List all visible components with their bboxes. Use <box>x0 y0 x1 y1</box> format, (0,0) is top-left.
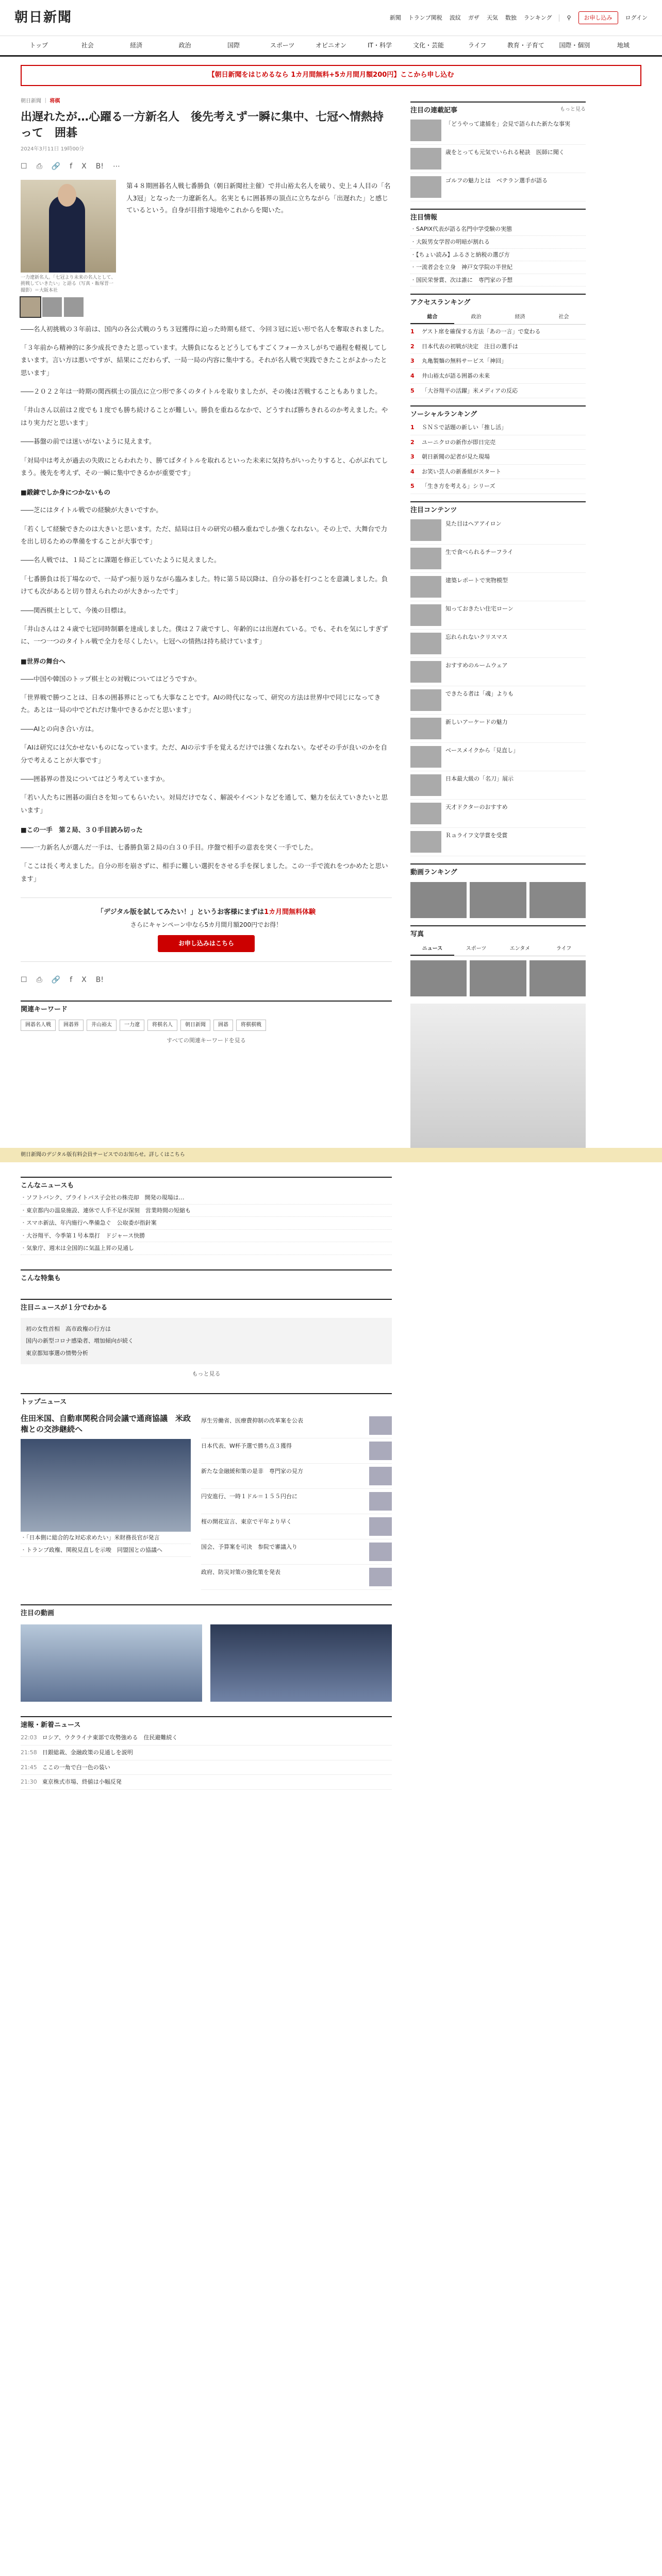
ranking-item[interactable]: 2 ユーニクロの新作が即日完売 <box>410 435 586 450</box>
sidebar-section-title <box>410 405 586 420</box>
article-paragraph: 「井山さん以前は２度でも１度でも勝ち続けることが難しい。勝負を重ねるなかで、どうすれば勝ちきれるのか考えました。やはり実力だと思います」 <box>21 406 388 427</box>
nav-item[interactable]: 社会 <box>81 41 94 49</box>
video-thumbnails <box>410 882 586 918</box>
social-ranking-title: ソーシャルランキング <box>410 411 477 419</box>
notice-bar[interactable]: 朝日新聞のデジタル版有料会員サービスでのお知らせ。詳しくはこちら <box>0 1148 662 1162</box>
sidebar-section-title <box>410 925 586 940</box>
content-item[interactable]: 新しいアーケードの魅力 <box>410 715 586 743</box>
breadcrumb: 朝日新聞 ｜ 将棋 <box>21 98 60 104</box>
video-row <box>21 1624 392 1702</box>
thumbnail <box>410 176 441 198</box>
ad-info-title: 注目情報 <box>410 213 438 222</box>
hatena-icon[interactable]: B! <box>95 162 104 171</box>
article-paragraph: 「若くして経験できたのは大きいと思います。ただ、結局は日々の研究の積み重ねでしか強くなれない。その上で、大舞台で力を出し切るための準備をすることが大事です」 <box>21 524 387 546</box>
article-lead: 第４８期囲碁名人戦七番勝負（朝日新聞社主催）で井山裕太名人を破り、史上４人目の「名人3冠」となった一力遼新名人。名実ともに囲碁界の頂点に立ちながら「出遅れた」と感じているという。自身が目指す境地やこれからを聞いた。 <box>126 181 391 214</box>
sidebar-item[interactable] <box>410 116 586 145</box>
article-body <box>21 323 392 886</box>
article-column <box>21 94 392 1148</box>
nav-item[interactable]: 国際・個別 <box>559 41 590 49</box>
print-icon[interactable]: ⎙ <box>36 976 42 985</box>
photo-tab[interactable]: ニュース <box>410 943 454 956</box>
picks-title: 注目の連載記事 <box>410 106 458 114</box>
photo-title: 写真 <box>410 930 424 939</box>
util-link[interactable]: 数独 <box>505 14 517 21</box>
content-item[interactable]: できたる者は「魂」よりも <box>410 686 586 715</box>
content-item[interactable]: 日本最大級の「名刀」展示 <box>410 771 586 800</box>
photo-tab[interactable]: ライフ <box>556 946 572 952</box>
keywords-more-link[interactable]: すべての関連キーワードを見る <box>167 1037 246 1044</box>
nav-item[interactable]: IT・科学 <box>368 41 392 49</box>
article-paragraph: ――２０２２年は一時期の関西棋士の頂点に立つ形で多くのタイトルを取りましたが、その後は苦戦することもありました。 <box>21 387 382 396</box>
site-logo[interactable]: 朝日新聞 <box>14 9 73 25</box>
nav-item[interactable]: 文化・芸能 <box>412 41 444 49</box>
subscription-promo <box>21 897 392 962</box>
thumbnail <box>410 604 441 626</box>
trend-item[interactable]: ・ スマホ新法、年内施行へ準備急ぐ 公取委が指針案 <box>21 1217 392 1230</box>
sidebar-item-label: 「どうやって逮捕を」会見で語られた新たな事実 <box>445 120 570 127</box>
article-paragraph: ――関西棋士として、今後の目標は。 <box>21 606 130 614</box>
nav-item[interactable]: 経済 <box>130 41 143 49</box>
promo-highlight: 1カ月間無料体験 <box>264 908 316 917</box>
content-item[interactable]: 生で食べられるチーフライ <box>410 545 586 573</box>
photo-thumbnail[interactable] <box>529 960 586 996</box>
article-paragraph: 「若い人たちに囲碁の面白さを知ってもらいたい。対局だけでなく、解説やイベントなどを通して、魅力を伝えていきたいと思います」 <box>21 793 388 814</box>
video-title: 注目の動画 <box>21 1604 392 1619</box>
ranking-tab[interactable]: 総合 <box>410 312 454 324</box>
util-link[interactable]: 天気 <box>486 14 498 21</box>
flash-item[interactable]: 22:03 ロシア、ウクライナ東部で攻勢強める 住民避難続く <box>21 1731 392 1745</box>
special-title: こんな特集も <box>21 1269 392 1284</box>
ranking-item[interactable]: 1 ＳＮＳで話題の新しい「推し活」 <box>410 420 586 435</box>
topnews-item[interactable]: 国会、予算案を可決 参院で審議入り <box>201 1539 392 1565</box>
photo-gallery <box>410 960 586 996</box>
subscribe-button[interactable]: お申し込み <box>578 11 618 25</box>
sidebar-item-label: ゴルフの魅力とは ベテラン選手が語る <box>445 177 548 184</box>
keyword-tag[interactable]: 一力遼 <box>120 1020 144 1031</box>
article-paragraph: ――囲碁界の普及についてはどう考えていますか。 <box>21 774 169 783</box>
keyword-tag[interactable]: 将棋棋戦 <box>236 1020 266 1031</box>
ad-link[interactable]: ・ 【ちょい読み】ふるさと納税の選び方 <box>410 249 586 262</box>
content-item[interactable]: 知っておきたい住宅ローン <box>410 601 586 630</box>
ranking-item[interactable]: 1 ゲスト席を確保する方法「あの一言」で変わる <box>410 325 586 340</box>
topnews-item[interactable]: 円安進行、一時１ドル＝１５５円台に <box>201 1489 392 1514</box>
ranking-tab[interactable]: 社会 <box>558 314 569 320</box>
flash-item[interactable]: 21:30 東京株式市場、終値は小幅反発 <box>21 1775 392 1790</box>
video-card[interactable] <box>21 1624 202 1702</box>
content-item[interactable]: 見た目はヘアアイロン <box>410 516 586 545</box>
summary-item[interactable]: 東京都知事選の情勢分析 <box>26 1349 88 1357</box>
article-paragraph: ――一力新名人が選んだ一手は、七番勝負第２局の白３０手目。序盤で相手の意表を突く一手でした。 <box>21 843 318 852</box>
article-paragraph: 「七番勝負は長丁場なので、一局ずつ振り返りながら臨みました。特に第５局以降は、自分の碁を打つことを意識しました。負けても次があると切り替えられたのが大きかったです」 <box>21 574 388 596</box>
article-paragraph: 「ここは長く考えました。自分の形を崩さずに、相手に難しい選択をさせる手を探しました。この一手で流れをつかめたと思います」 <box>21 862 388 883</box>
article-paragraph: 「世界戦で勝つことは、日本の囲碁界にとっても大事なことです。AIの時代になって、研究の方法は世界中で同じになってきた。あとは一局の中でどれだけ集中できるかだと思います」 <box>21 693 381 714</box>
print-icon[interactable]: ⎙ <box>36 162 42 171</box>
keyword-tag[interactable]: 朝日新聞 <box>180 1020 210 1031</box>
keyword-tag[interactable]: 囲碁名人戦 <box>21 1020 56 1031</box>
thumbnail <box>410 746 441 768</box>
util-link[interactable]: 新聞 <box>389 14 401 21</box>
topnews-item[interactable]: 新たな金融緩和策の是非 専門家の見方 <box>201 1464 392 1489</box>
summary-title: 注目ニュースが１分でわかる <box>21 1299 392 1314</box>
thumbnail <box>410 576 441 598</box>
article-paragraph: ――中国や韓国のトップ棋士との対戦についてはどうですか。 <box>21 674 201 683</box>
x-icon[interactable]: X <box>81 162 87 171</box>
summary-box <box>21 1318 392 1365</box>
access-ranking-title: アクセスランキング <box>410 299 471 307</box>
article-paragraph: ――芝にはタイトル戦での経験が大きいですか。 <box>21 506 162 514</box>
ranking-item[interactable]: 4 お笑い芸人の新番組がスタート <box>410 465 586 480</box>
nav-item[interactable]: 国際 <box>227 41 240 49</box>
keywords-title: 関連キーワード <box>21 1001 392 1015</box>
article-paragraph: 「３年前から精神的に多少成長できたと思っています。大勝負になるとどうしてもすごくフォーカスしがちで過程を軽視してしまいます。言い方は悪いですが、結果にこだわらず、一局一局の内容に集中する。それが名人戦で実践できたことがよかったと思います」 <box>21 343 387 377</box>
thumbnail <box>410 633 441 654</box>
flash-item[interactable]: 21:45 ここの一角で白一色の装い <box>21 1760 392 1775</box>
trend-title: こんなニュースも <box>21 1177 392 1192</box>
util-link[interactable]: トランプ関税 <box>408 14 442 21</box>
trend-item[interactable]: ・ 大谷翔平、今季第１号本塁打 ドジャース快勝 <box>21 1230 392 1243</box>
content-item[interactable]: 天才ドクターのおすすめ <box>410 800 586 828</box>
util-link[interactable]: ガザ <box>468 14 479 21</box>
ranking-item[interactable]: 3 丸亀製麺の無料サービス「神回」 <box>410 354 586 369</box>
thumbnail <box>410 831 441 853</box>
article-paragraph: ――碁盤の前では迷いがないように見えます。 <box>21 437 156 446</box>
keyword-tag[interactable]: 囲碁界 <box>59 1020 84 1031</box>
breadcrumb-section[interactable]: 朝日新聞 <box>21 98 41 104</box>
search-icon[interactable]: ⚲ <box>567 14 571 21</box>
photo-tab[interactable]: スポーツ <box>466 946 487 952</box>
thumbnail <box>410 661 441 683</box>
ranking-item[interactable]: 5 「生き方を考える」シリーズ <box>410 479 586 494</box>
ranking-tabs <box>410 312 586 325</box>
share-bar-bottom <box>21 974 392 986</box>
keyword-tag[interactable]: 井山裕太 <box>87 1020 117 1031</box>
ranking-item[interactable]: 3 朝日新聞の記者が見た現場 <box>410 450 586 465</box>
photo-thumbnail[interactable] <box>64 297 84 317</box>
utility-nav <box>390 11 648 25</box>
ad-link[interactable]: ・ 一流者会を立身 神戸女学院の半世紀 <box>410 261 586 274</box>
summary-item[interactable]: 初の女性首相 高市政権の行方は <box>26 1325 111 1332</box>
topnews-sub[interactable]: ・ トランプ政権、関税見直しを示唆 同盟国との協議へ <box>21 1544 191 1557</box>
campaign-banner[interactable]: 【朝日新聞をはじめるなら 1カ月間無料+5カ月間月額200円】ここから申し込む <box>21 65 641 86</box>
trend-item[interactable]: ・ 東京都内の温泉施設、連休で人手不足が深刻 営業時間の短縮も <box>21 1205 392 1217</box>
article-subhead: ■この一手 第２局、３０手目読み切った <box>21 826 143 834</box>
copy-link-icon[interactable]: 🔗 <box>51 976 61 985</box>
promo-text: 「デジタル版を試してみたい！」というお客様にまずは <box>96 908 264 917</box>
flash-title: 速報・新着ニュース <box>21 1716 392 1731</box>
photo-thumbnail[interactable] <box>410 960 467 996</box>
nav-item[interactable]: 教育・子育て <box>507 41 544 49</box>
article-paragraph: 「AIは研究には欠かせないものになっています。ただ、AIの示す手を覚えるだけでは強くなれない。なぜその手が良いのかを自分で考えることが大事です」 <box>21 743 387 764</box>
thumbnail <box>410 148 441 170</box>
ranking-item[interactable]: 2 日本代表の初戦が決定 注目の選手は <box>410 340 586 354</box>
nav-item[interactable]: 政治 <box>178 41 191 49</box>
keyword-list <box>21 1020 392 1031</box>
ranking-tab[interactable]: 経済 <box>515 314 525 320</box>
ranking-item[interactable]: 5 「大谷翔平の活躍」米メディアの反応 <box>410 384 586 399</box>
content-item[interactable]: 忘れられないクリスマス <box>410 630 586 658</box>
photo-thumbnails <box>21 297 116 317</box>
facebook-icon[interactable]: f <box>70 976 73 985</box>
article-paragraph: ――名人戦では、１局ごとに課題を修正していたように見えました。 <box>21 556 221 564</box>
thumbnail <box>410 548 441 569</box>
article-date: 2024年3月11日 19時00分 <box>21 146 85 152</box>
sidebar-item[interactable] <box>410 173 586 201</box>
nav-item[interactable]: オピニオン <box>316 41 347 49</box>
article-paragraph: ――名人初挑戦の３年前は、国内の各公式戦のうち３冠獲得に迫った時期も経て、今回３冠に近い形で名人を奪取されました。 <box>21 325 388 333</box>
main-nav <box>0 36 662 57</box>
ranking-tab[interactable]: 政治 <box>471 314 482 320</box>
topnews-item[interactable]: 厚生労働省、医療費抑制の改革案を公表 <box>201 1413 392 1438</box>
video-thumbnail[interactable] <box>470 882 526 918</box>
photo-tabs <box>410 943 586 956</box>
site-header <box>0 0 662 36</box>
sidebar-section-title <box>410 863 586 878</box>
article-title: 出遅れたが…心躍る一方新名人 後先考えず一瞬に集中、七冠へ情熱持って 囲碁 <box>21 110 384 140</box>
breadcrumb-tag[interactable]: 将棋 <box>49 98 60 104</box>
sidebar-section-title <box>410 209 586 224</box>
photo-tab[interactable]: エンタメ <box>509 946 531 952</box>
util-link[interactable]: ランキング <box>523 14 552 21</box>
util-link[interactable]: 波紋 <box>449 14 461 21</box>
promo-subtext: さらにキャンペーン中なら5カ月間月額200円でお得！ <box>130 921 283 928</box>
content-item[interactable]: Ｒａライフ文学賞を受賞 <box>410 828 586 856</box>
sidebar-section-title <box>410 294 586 309</box>
article-subhead: ■鍛錬でしか身につかないもの <box>21 488 111 497</box>
x-icon[interactable]: X <box>81 976 87 985</box>
thumbnail <box>410 718 441 739</box>
topnews-image[interactable] <box>21 1439 191 1532</box>
topnews-sub[interactable]: ・ 「日本側に総合的な対応求めたい」米財務長官が発言 <box>21 1532 191 1545</box>
content-item[interactable]: おすすめのルームウェア <box>410 658 586 686</box>
keyword-tag[interactable]: 囲碁 <box>213 1020 233 1031</box>
content-item[interactable]: ベースメイクから「見直し」 <box>410 743 586 771</box>
photo-thumbnail[interactable] <box>470 960 526 996</box>
thumbnail <box>410 803 441 824</box>
video-thumbnail[interactable] <box>529 882 586 918</box>
topnews-item[interactable]: 政府、防災対策の強化策を発表 <box>201 1565 392 1590</box>
sidebar-item[interactable] <box>410 145 586 173</box>
bookmark-icon[interactable]: ☐ <box>21 976 27 985</box>
trend-item[interactable]: ・ ソフトバンク、ブライトパス子会社の株売却 開発の現場は… <box>21 1192 392 1205</box>
article-paragraph: 「井山さんは２４歳で七冠同時制覇を達成しました。僕は２７歳ですし、年齢的には出遅れている。でも、それを気にしすぎずに、一つ一つのタイトル戦で全力を尽くしたい。七冠への情熱は持ち続けています」 <box>21 624 388 646</box>
facebook-icon[interactable]: f <box>70 162 73 171</box>
thumbnail <box>410 689 441 711</box>
sidebar <box>410 94 586 1148</box>
picks-more-link[interactable]: もっと見る <box>560 106 586 112</box>
photo-thumbnail[interactable] <box>42 297 62 317</box>
hatena-icon[interactable]: B! <box>95 976 104 985</box>
flash-item[interactable]: 21:58 日銀総裁、金融政策の見通しを説明 <box>21 1745 392 1760</box>
photo-thumbnail[interactable] <box>21 297 40 317</box>
video-thumbnail[interactable] <box>410 882 467 918</box>
thumbnail <box>410 120 441 141</box>
photo-caption: 一力遼新名人。「七冠より未来の名人として、挑戦していきたい」と語る（写真・飯塚晋一撮影）＝大阪本社 <box>21 275 116 293</box>
trend-item[interactable]: ・ 気象庁、週末は全国的に気温上昇の見通し <box>21 1242 392 1255</box>
nav-item[interactable]: トップ <box>29 41 48 49</box>
topnews-item[interactable]: 桜の開花宣言、東京で平年より早く <box>201 1514 392 1539</box>
topnews-title: トップニュース <box>21 1393 392 1408</box>
topnews-item[interactable]: 日本代表、W杯予選で勝ち点３獲得 <box>201 1438 392 1464</box>
ad-link[interactable]: ・ 大阪男女学習の明暗が割れる <box>410 236 586 249</box>
sidebar-section-title <box>410 101 586 116</box>
promo-cta-button[interactable]: お申し込みはこちら <box>158 935 255 952</box>
ad-slot[interactable] <box>410 1004 586 1148</box>
video-card[interactable] <box>210 1624 392 1702</box>
share-bar <box>21 161 392 172</box>
sidebar-item-label: 歳をとっても元気でいられる秘訣 医師に聞く <box>445 148 565 156</box>
ad-link[interactable]: ・ 国民栄誉賞、次は誰に 専門家の予想 <box>410 274 586 287</box>
topnews-lead[interactable]: 住田米国、自動車関税合同会議で通商協議 米政権との交渉継続へ <box>21 1413 191 1434</box>
ad-link[interactable]: ・ SAPIX代表が語る名門中学受験の実態 <box>410 223 586 236</box>
sidebar-section-title <box>410 501 586 516</box>
more-icon[interactable]: ⋯ <box>112 162 120 171</box>
bookmark-icon[interactable]: ☐ <box>21 162 27 171</box>
copy-link-icon[interactable]: 🔗 <box>51 162 61 171</box>
keyword-tag[interactable]: 将棋名人 <box>147 1020 177 1031</box>
nav-item[interactable]: ライフ <box>468 41 487 49</box>
summary-more-link[interactable]: もっと見る <box>192 1370 221 1378</box>
contents-title: 注目コンテンツ <box>410 506 457 514</box>
nav-item[interactable]: スポーツ <box>270 41 295 49</box>
nav-item[interactable]: 地域 <box>617 41 630 49</box>
summary-item[interactable]: 国内の新型コロナ感染者、増加傾向が続く <box>26 1337 134 1345</box>
ranking-item[interactable]: 4 井山裕太が語る囲碁の未来 <box>410 369 586 384</box>
thumbnail <box>410 774 441 796</box>
video-ranking-title: 動画ランキング <box>410 868 457 876</box>
article-paragraph: ――AIとの向き合い方は。 <box>21 724 98 733</box>
article-subhead: ■世界の舞台へ <box>21 657 65 665</box>
article-paragraph: 「対局中は考えが過去の失敗にとらわれたり、勝てばタイトルを取れるといった未来に気持ちがいったりすると、心がぶれてしまう。後先を考えず、その一瞬に集中できるかが重要です」 <box>21 456 388 477</box>
login-link[interactable]: ログイン <box>625 14 648 21</box>
article-photo[interactable] <box>21 180 116 273</box>
content-item[interactable]: 建築レポートで実物模型 <box>410 573 586 601</box>
thumbnail <box>410 519 441 541</box>
